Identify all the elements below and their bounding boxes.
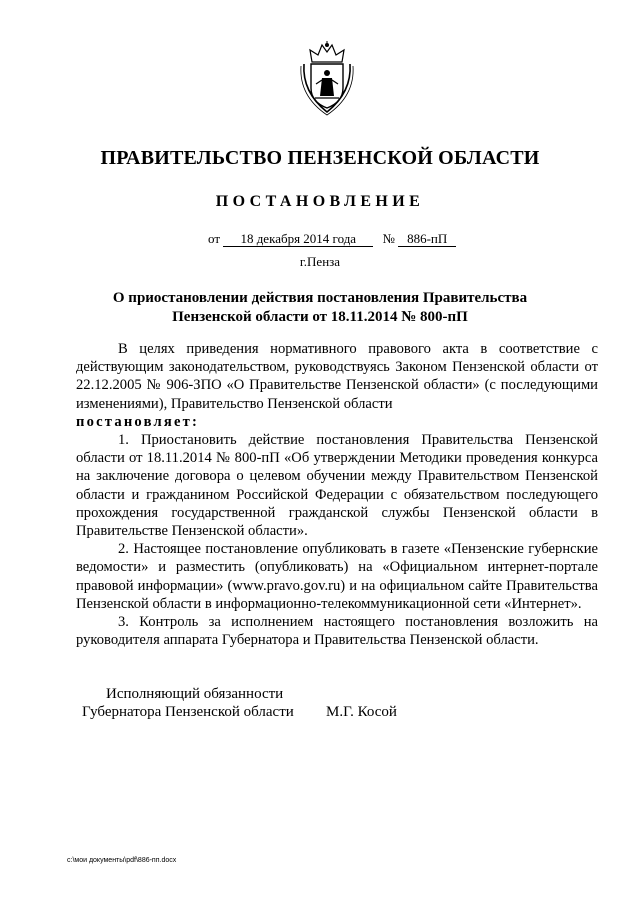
title-line-2: Пензенской области от 18.11.2014 № 800-пП <box>172 309 468 325</box>
date-number-line <box>208 231 456 247</box>
item-2-paragraph: 2. Настоящее постановление опубликовать в газете «Пензенские губернские ведомости» и разместить (опубликовать) на «Официальном интернет-портале правовой информации» (www.pravo.gov.ru) и на официальном сайте Правительства Пензенской области в информационно-телекоммуникационной сети «Интернет». <box>76 541 598 612</box>
document-type: ПОСТАНОВЛЕНИЕ <box>215 193 425 210</box>
signatory-position-line-1: Исполняющий обязанности <box>106 686 284 702</box>
document-title <box>100 289 540 327</box>
preamble-paragraph <box>76 340 598 413</box>
document-body <box>76 340 598 649</box>
preamble-text: В целях приведения нормативного правового акта в соответствие с действующим законодательством, руководствуясь Законом Пензенской области от 22.12.2005 № 906-ЗПО «О Правительстве Пензенской области» (с последующими изменениями), Правительство Пензенской области <box>76 341 598 412</box>
number-prefix: № <box>382 231 395 246</box>
signatory-position-line-2: Губернатора Пензенской области <box>82 704 294 720</box>
document-date: 18 декабря 2014 года <box>223 232 373 247</box>
file-path-footer: c:\мои документы\pdf\886-пп.docx <box>67 857 177 864</box>
resolves-keyword: постановляет: <box>76 413 200 430</box>
date-prefix: от <box>208 231 221 246</box>
title-line-1: О приостановлении действия постановления Правительства <box>112 290 528 306</box>
city-name: г.Пенза <box>299 254 341 269</box>
document-number: 886-пП <box>398 232 456 247</box>
organization-name: ПРАВИТЕЛЬСТВО ПЕНЗЕНСКОЙ ОБЛАСТИ <box>100 147 540 169</box>
signatory-name: М.Г. Косой <box>326 704 397 720</box>
item-3-paragraph: 3. Контроль за исполнением настоящего постановления возложить на руководителя аппарата Губернатора и Правительства Пензенской области. <box>76 614 598 649</box>
item-1-paragraph: 1. Приостановить действие постановления Правительства Пензенской области от 18.11.2014 № 800-пП «Об утверждении Методики проведения конкурса на заключение договора о целевом обучении между Правительством Пензенской области и гражданином Российской Федерации с обязательством последующего прохождения государственной гражданской службы Пензенской области в Правительстве Пензенской области». <box>76 432 598 540</box>
coat-of-arms-emblem-icon <box>298 40 356 116</box>
